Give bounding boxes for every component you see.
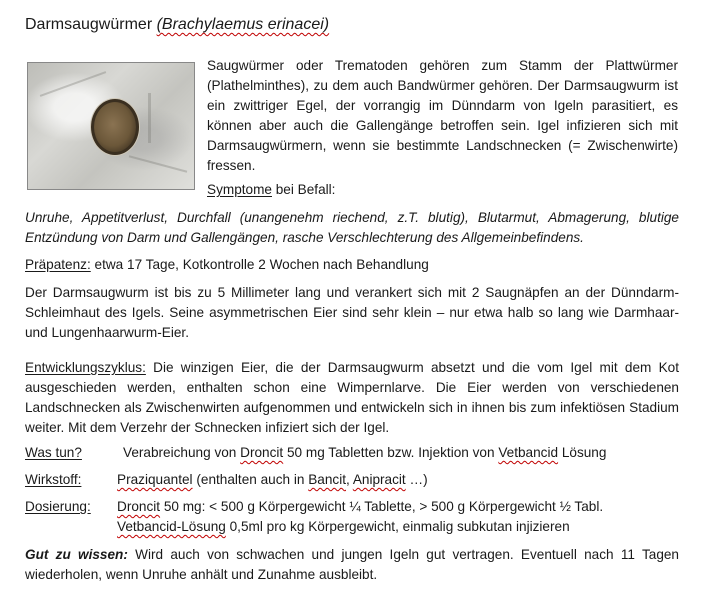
description-paragraph: Der Darmsaugwurm ist bis zu 5 Millimeter lang und verankert sich mit 2 Saugnäpfen an der Dünndarm-Schleimhaut des Igels. Seine asymmetrischen Eier sind sehr klein – nur etwa halb so lang wie Darmhaar- und Lungenhaarwurm-Eier. — [25, 285, 679, 340]
dosierung-line1-text: 50 mg: < 500 g Körpergewicht ¼ Tablette, > 500 g Körpergewicht ½ Tabl. — [160, 499, 604, 514]
title-latin: (Brachylaemus erinacei) — [156, 16, 330, 33]
wirkstoff-name: Praziquantel — [117, 472, 193, 487]
dosierung-row-2 — [117, 517, 570, 537]
cycle-paragraph — [25, 358, 679, 438]
praepatenz-line — [25, 255, 679, 275]
dosierung-drug1: Droncit — [117, 499, 161, 514]
was-tun-post: Lösung — [558, 445, 607, 460]
intro-paragraph: Saugwürmer oder Trematoden gehören zum Stamm der Plattwürmer (Plathelminthes), zu dem auch Bandwürmer gehören. Der Darmsaugwurm ist ein zwittriger Egel, der vorrangig im Dünndarm von Igeln parasitiert, es können aber auch die Gallengänge betroffen sein. Igel infizieren sich mit Darmsaugwürmern, wenn sie bestimmte Landschnecken (= Zwischenwirte) fressen. — [207, 58, 678, 173]
wirkstoff-bancit: Bancit — [308, 472, 346, 487]
egg-microscope-image — [27, 62, 195, 190]
symptoms-text: Unruhe, Appetitverlust, Durchfall (unangenehm riechend, z.T. blutig), Blutarmut, Abmagerung, blutige Entzündung von Darm und Gallengängen, rasche Verschlechterung des Allgemeinbefindens. — [25, 210, 679, 245]
cycle-label: Entwicklungszyklus: — [25, 360, 146, 375]
cycle-text: Die winzigen Eier, die der Darmsaugwurm absetzt und die vom Igel mit dem Kot ausgeschieden werden, enthalten schon eine Wimpernlarve. Die Eier werden von verschiedenen Landschnecken als Zwischenwirten aufgenommen und entwickeln sich in ihnen bis zum infektiösen Stadium weiter. Mit dem Verzehr der Schnecken infiziert sich der Igel. — [25, 360, 679, 435]
was-tun-pre: Verabreichung von — [123, 445, 241, 460]
gut-zu-wissen-text: Wird auch von schwachen und jungen Igeln gut vertragen. Eventuell nach 11 Tagen wiederholen, wenn Unruhe anhält und Zunahme ausbleibt. — [25, 547, 679, 582]
was-tun-drug2: Vetbancid — [498, 445, 559, 460]
symptoms-heading — [207, 180, 335, 200]
symptoms-heading-label: Symptome — [207, 182, 272, 197]
wirkstoff-post: …) — [405, 472, 428, 487]
gut-zu-wissen-label: Gut zu wissen: — [25, 547, 128, 562]
wirkstoff-row — [25, 470, 428, 490]
wirkstoff-label: Wirkstoff: — [25, 472, 82, 487]
page-title — [25, 14, 329, 36]
praepatenz-label: Präpatenz: — [25, 257, 91, 272]
wirkstoff-anipracit: Anipracit — [352, 472, 406, 487]
dosierung-drug2: Vetbancid-Lösung — [117, 519, 226, 534]
praepatenz-text: etwa 17 Tage, Kotkontrolle 2 Wochen nach Behandlung — [90, 257, 429, 272]
was-tun-drug1: Droncit — [240, 445, 284, 460]
title-main: Darmsaugwürmer — [25, 16, 153, 33]
was-tun-row — [25, 443, 606, 463]
wirkstoff-sep: , — [346, 472, 353, 487]
dosierung-row-1 — [25, 497, 603, 517]
was-tun-mid: 50 mg Tabletten bzw. Injektion von — [283, 445, 499, 460]
symptoms-heading-suffix: bei Befall: — [271, 182, 336, 197]
egg-shape — [91, 99, 139, 155]
gut-zu-wissen-paragraph — [25, 545, 679, 585]
was-tun-label: Was tun? — [25, 445, 82, 460]
dosierung-label: Dosierung: — [25, 499, 91, 514]
dosierung-line2-text: 0,5ml pro kg Körpergewicht, einmalig subkutan injizieren — [225, 519, 570, 534]
wirkstoff-mid: (enthalten auch in — [192, 472, 309, 487]
